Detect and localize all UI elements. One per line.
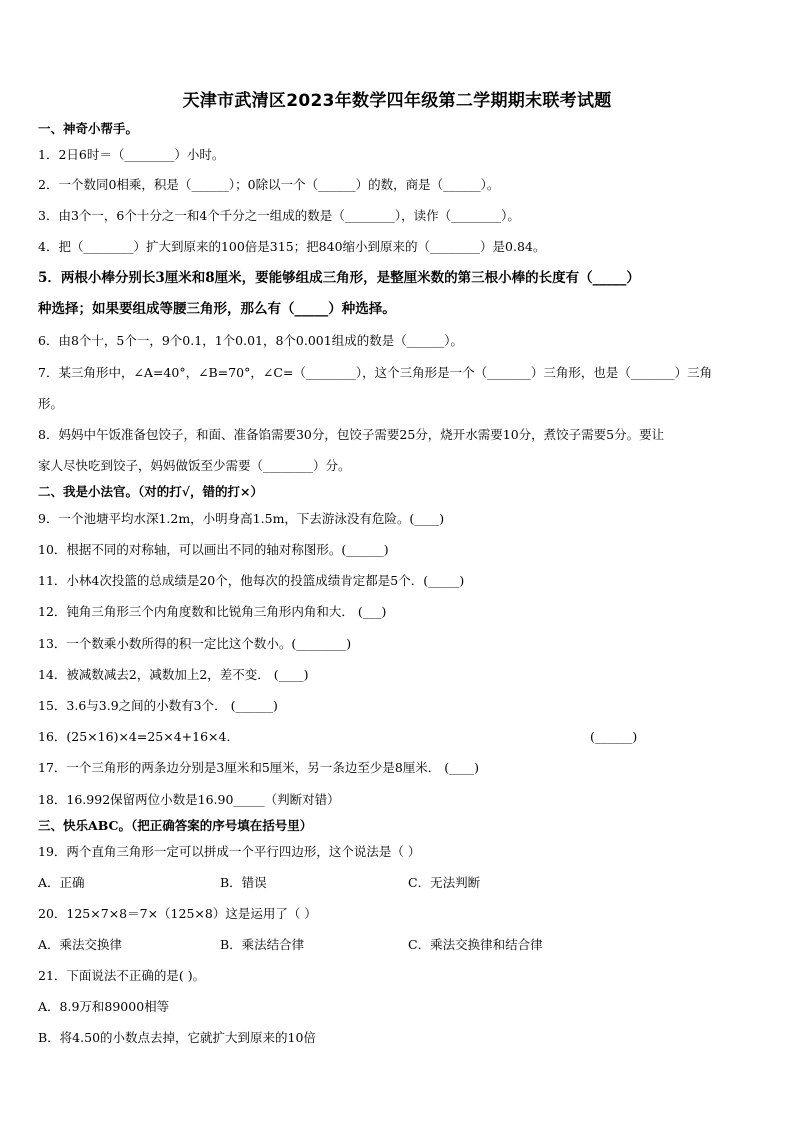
question-5-line-2: 种选择；如果要组成等腰三角形，那么有（_____）种选择。 [38,301,396,317]
question-8-line-2: 家人尽快吃到饺子，妈妈做饭至少需要（________）分。 [38,458,351,473]
question-16 [38,729,760,745]
question-8-line-1: 8．妈妈中午饭准备包饺子，和面、准备馅需要30分，包饺子需要25分，烧开水需要10分，煮饺子需要5分。要让 [38,427,665,442]
question-7-line-1: 7．某三角形中，∠A=40°，∠B=70°，∠C=（________），这个三角形是一个（_______）三角形，也是（_______）三角 [38,365,713,380]
question-12: 12．钝角三角形三个内角度数和比锐角三角形内角和大． (___) [38,604,387,619]
question-6: 6．由8个十，5个一，9个0.1，1个0.01，8个0.001组成的数是（______）。 [38,333,463,348]
option-c: C．乘法交换律和结合律 [408,937,543,952]
question-16-text: 16．(25×16)×4=25×4+16×4． [38,729,239,744]
question-19: 19．两个直角三角形一定可以拼成一个平行四边形，这个说法是（ ） [38,844,421,859]
option-c: C．无法判断 [408,875,481,890]
question-10: 10．根据不同的对称轴，可以画出不同的轴对称图形。(______) [38,542,389,557]
question-17: 17．一个三角形的两条边分别是3厘米和5厘米，另一条边至少是8厘米． (____) [38,760,479,775]
question-11: 11．小林4次投篮的总成绩是20个，他每次的投篮成绩肯定都是5个．(_____) [38,573,465,588]
option-b: B．错误 [220,875,267,890]
section-heading-1: 一、神奇小帮手。 [38,121,139,136]
question-21-option-b: B．将4.50的小数点去掉，它就扩大到原来的10倍 [38,1030,316,1045]
option-b: B．乘法结合律 [220,937,305,952]
question-15: 15．3.6与3.9之间的小数有3个． (______) [38,698,278,713]
question-4: 4．把（________）扩大到原来的100倍是315；把840缩小到原来的（________）是0.84。 [38,239,546,254]
question-20: 20．125×7×8＝7×（125×8）这是运用了（ ） [38,906,317,921]
question-9: 9．一个池塘平均水深1.2m，小明身高1.5m，下去游泳没有危险。(____) [38,511,445,526]
question-21: 21．下面说法不正确的是( )。 [38,968,206,983]
question-1: 1．2日6时＝（________）小时。 [38,147,225,162]
question-7-line-2: 形。 [38,396,64,411]
question-5-line-1: 5．两根小棒分别长3厘米和8厘米，要能够组成三角形，是整厘米数的第三根小棒的长度有（_____） [38,270,640,286]
question-3: 3．由3个一，6个十分之一和4个千分之一组成的数是（________），读作（________）。 [38,208,520,223]
question-2: 2．一个数同0相乘，积是（______）；0除以一个（______）的数，商是（______）。 [38,177,500,192]
option-a: A．乘法交换律 [38,937,123,952]
question-16-answer-blank: (______) [590,729,638,744]
question-21-option-a: A．8.9万和89000相等 [38,999,170,1014]
question-13: 13．一个数乘小数所得的积一定比这个数小。(________) [38,636,352,651]
page-title: 天津市武清区2023年数学四年级第二学期期末联考试题 [182,91,612,111]
question-18: 18．16.992保留两位小数是16.90_____（判断对错） [38,792,340,807]
section-heading-3: 三、快乐ABC。（把正确答案的序号填在括号里） [38,818,313,833]
question-14: 14．被减数减去2，减数加上2，差不变． (____) [38,667,309,682]
section-heading-2: 二、我是小法官。（对的打√，错的打×） [38,484,263,499]
option-a: A．正确 [38,875,85,890]
